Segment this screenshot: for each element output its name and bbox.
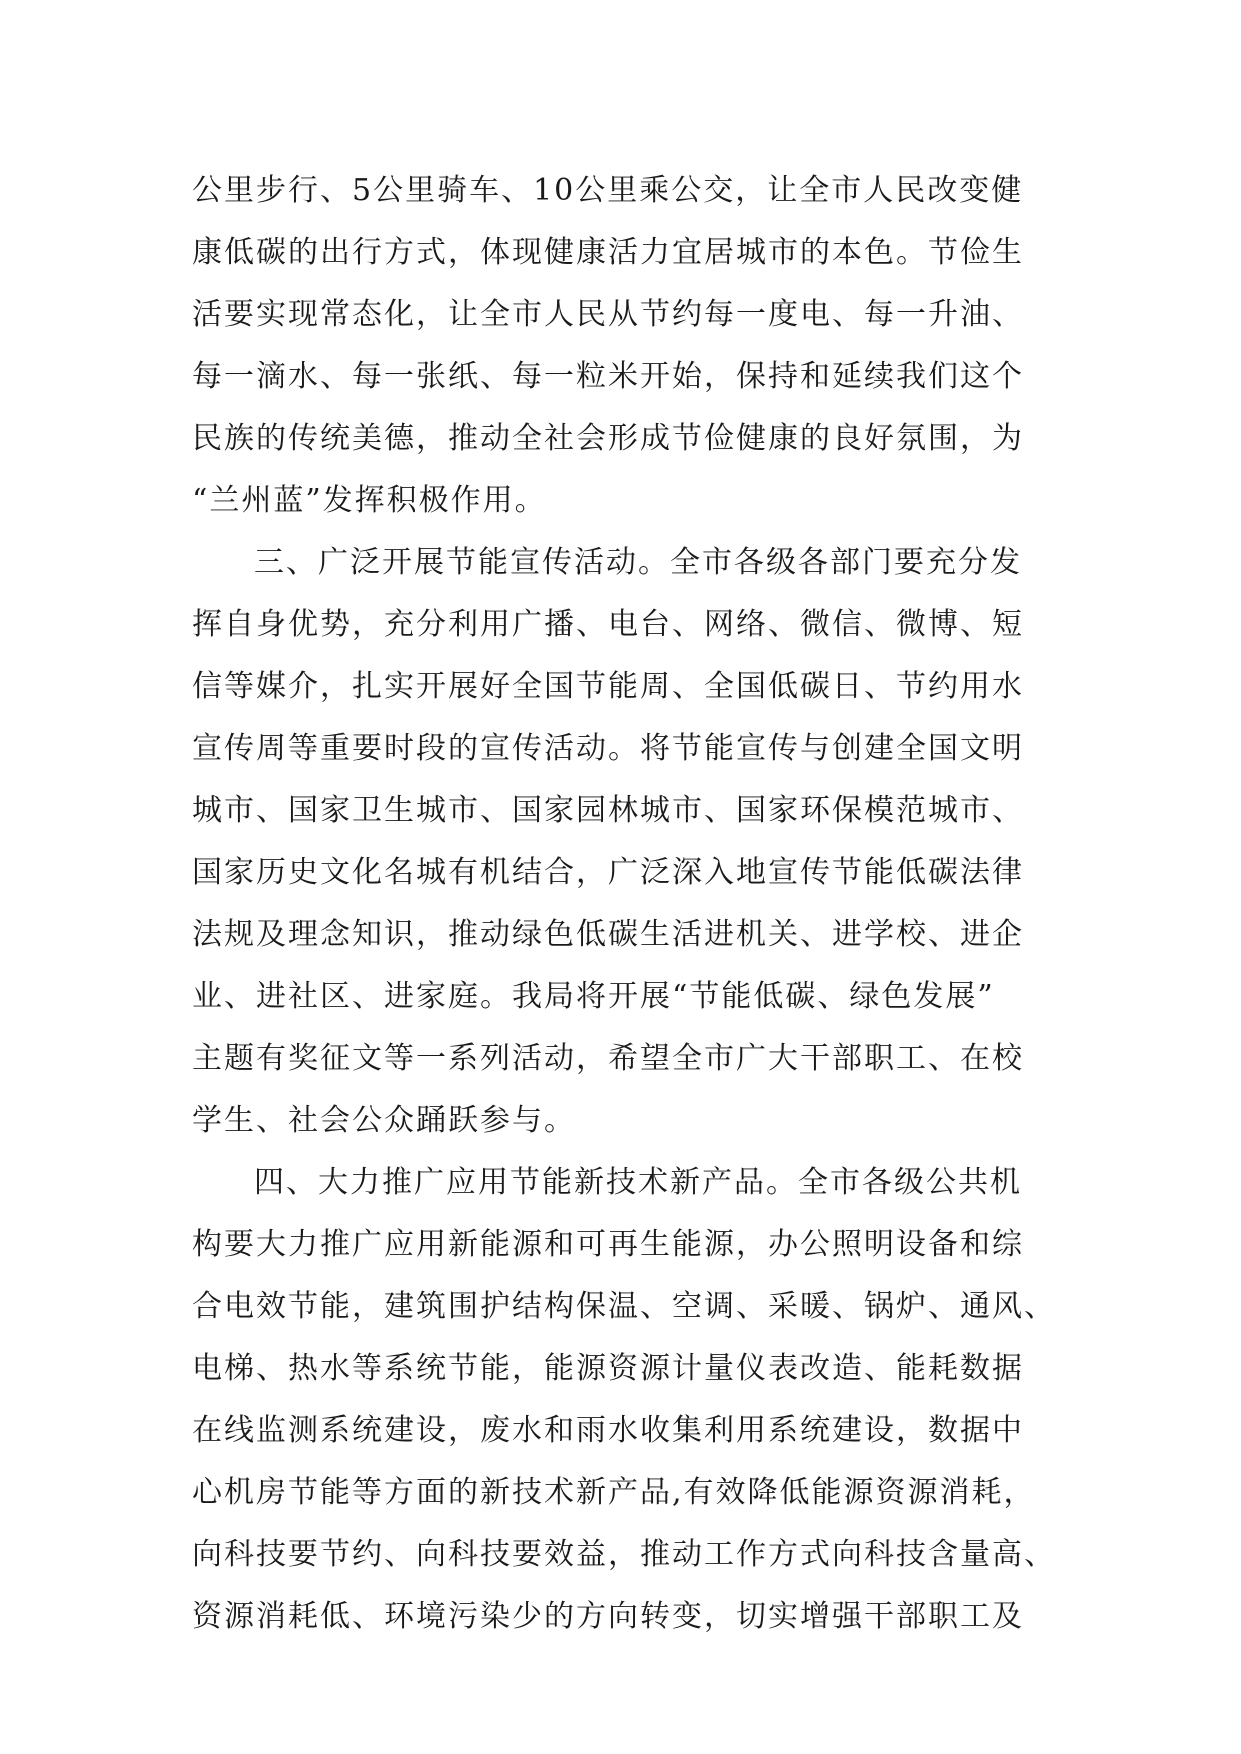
text-line: 心机房节能等方面的新技术新产品,有效降低能源资源消耗， <box>192 1475 1036 1510</box>
text-line: 资源消耗低、环境污染少的方向转变，切实增强干部职工及 <box>192 1599 1024 1634</box>
text-line: 业、进社区、进家庭。我局将开展“节能低碳、绿色发展” <box>192 979 995 1014</box>
text-line: 构要大力推广应用新能源和可再生能源，办公照明设备和综 <box>192 1227 1024 1262</box>
text-line: 每一滴水、每一张纸、每一粒米开始，保持和延续我们这个 <box>192 359 1024 394</box>
text-line: 国家历史文化名城有机结合，广泛深入地宣传节能低碳法律 <box>192 855 1024 890</box>
text-line: “兰州蓝”发挥积极作用。 <box>192 483 547 518</box>
text-line: 主题有奖征文等一系列活动，希望全市广大干部职工、在校 <box>192 1041 1024 1076</box>
text-line: 电梯、热水等系统节能，能源资源计量仪表改造、能耗数据 <box>192 1351 1024 1386</box>
text-line: 城市、国家卫生城市、国家园林城市、国家环保模范城市、 <box>192 793 1024 828</box>
text-line: 活要实现常态化，让全市人民从节约每一度电、每一升油、 <box>192 297 1024 332</box>
text-line: 宣传周等重要时段的宣传活动。将节能宣传与创建全国文明 <box>192 731 1024 766</box>
text-line: 法规及理念知识，推动绿色低碳生活进机关、进学校、进企 <box>192 917 1024 952</box>
text-line: 康低碳的出行方式，体现健康活力宜居城市的本色。节俭生 <box>192 235 1024 270</box>
text-line: 学生、社会公众踊跃参与。 <box>192 1103 576 1138</box>
text-line: 在线监测系统建设，废水和雨水收集利用系统建设，数据中 <box>192 1413 1024 1448</box>
text-line: 公里步行、5公里骑车、10公里乘公交，让全市人民改变健 <box>192 173 1024 208</box>
text-line: 信等媒介，扎实开展好全国节能周、全国低碳日、节约用水 <box>192 669 1024 704</box>
text-line: 合电效节能，建筑围护结构保温、空调、采暖、锅炉、通风、 <box>192 1289 1056 1324</box>
text-line: 挥自身优势，充分利用广播、电台、网络、微信、微博、短 <box>192 607 1024 642</box>
body-text <box>192 160 1072 1648</box>
paragraph-start-line: 四、大力推广应用节能新技术新产品。全市各级公共机 <box>254 1165 1022 1200</box>
text-line: 民族的传统美德，推动全社会形成节俭健康的良好氛围，为 <box>192 421 1024 456</box>
paragraph-start-line: 三、广泛开展节能宣传活动。全市各级各部门要充分发 <box>254 545 1022 580</box>
text-line: 向科技要节约、向科技要效益，推动工作方式向科技含量高、 <box>192 1537 1056 1572</box>
